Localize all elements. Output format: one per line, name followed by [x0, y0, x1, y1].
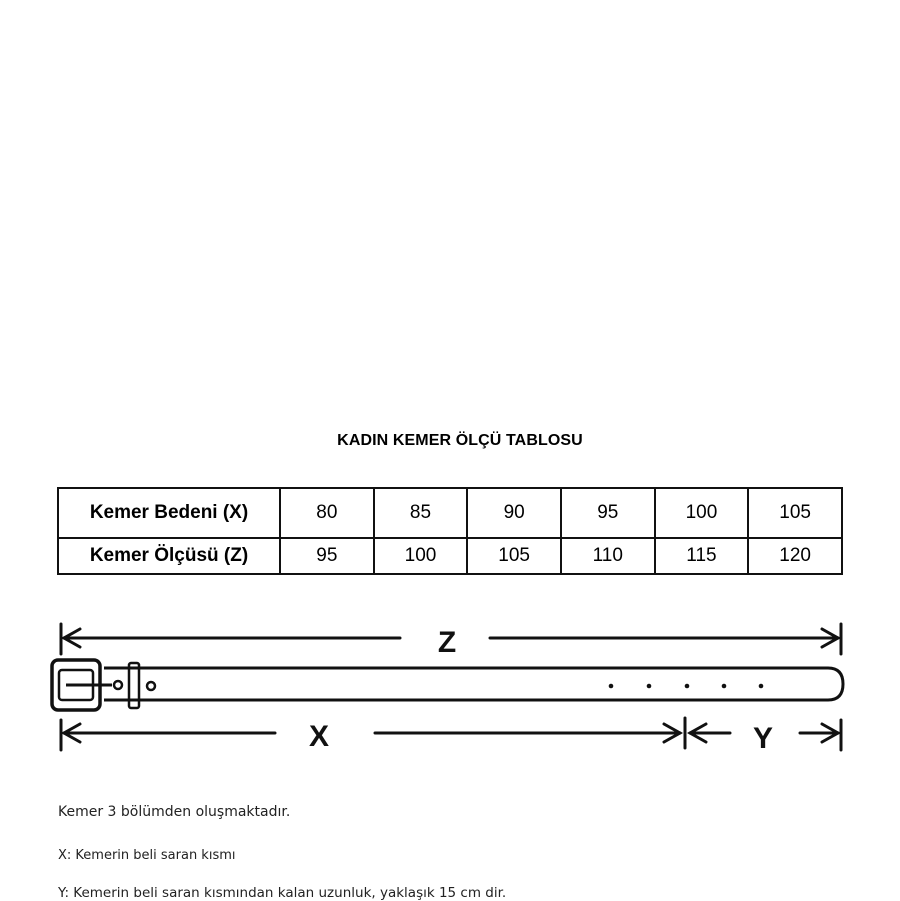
length-cell: 115 — [655, 538, 749, 574]
size-cell: 90 — [467, 488, 561, 538]
size-cell: 80 — [280, 488, 374, 538]
size-cell: 85 — [374, 488, 468, 538]
length-cell: 95 — [280, 538, 374, 574]
y-label: Y — [752, 722, 774, 755]
strap-hole — [114, 681, 122, 689]
length-cell: 100 — [374, 538, 468, 574]
belt-hole — [722, 684, 727, 689]
x-dimension-line — [61, 718, 685, 750]
row-label-length: Kemer Ölçüsü (Z) — [58, 538, 280, 574]
belt-hole — [609, 684, 614, 689]
table-row-size — [58, 488, 842, 538]
note-line-2: X: Kemerin beli saran kısmı — [58, 848, 236, 863]
table-row-length — [58, 538, 842, 574]
length-cell: 120 — [748, 538, 842, 574]
belt-hole — [647, 684, 652, 689]
size-cell: 100 — [655, 488, 749, 538]
length-cell: 110 — [561, 538, 655, 574]
belt-holes — [609, 684, 764, 689]
length-cell: 105 — [467, 538, 561, 574]
size-cell: 95 — [561, 488, 655, 538]
belt-strap — [104, 668, 843, 700]
row-label-size: Kemer Bedeni (X) — [58, 488, 280, 538]
note-line-3: Y: Kemerin beli saran kısmından kalan uzunluk, yaklaşık 15 cm dir. — [58, 885, 507, 901]
note-line-1: Kemer 3 bölümden oluşmaktadır. — [58, 804, 291, 820]
page-title: KADIN KEMER ÖLÇÜ TABLOSU — [337, 432, 583, 449]
belt-hole — [685, 684, 690, 689]
belt-diagram — [0, 600, 900, 770]
strap-hole — [147, 682, 155, 690]
size-table — [57, 487, 843, 575]
x-label: X — [308, 720, 330, 753]
belt-hole — [759, 684, 764, 689]
size-cell: 105 — [748, 488, 842, 538]
z-label: Z — [437, 626, 457, 659]
